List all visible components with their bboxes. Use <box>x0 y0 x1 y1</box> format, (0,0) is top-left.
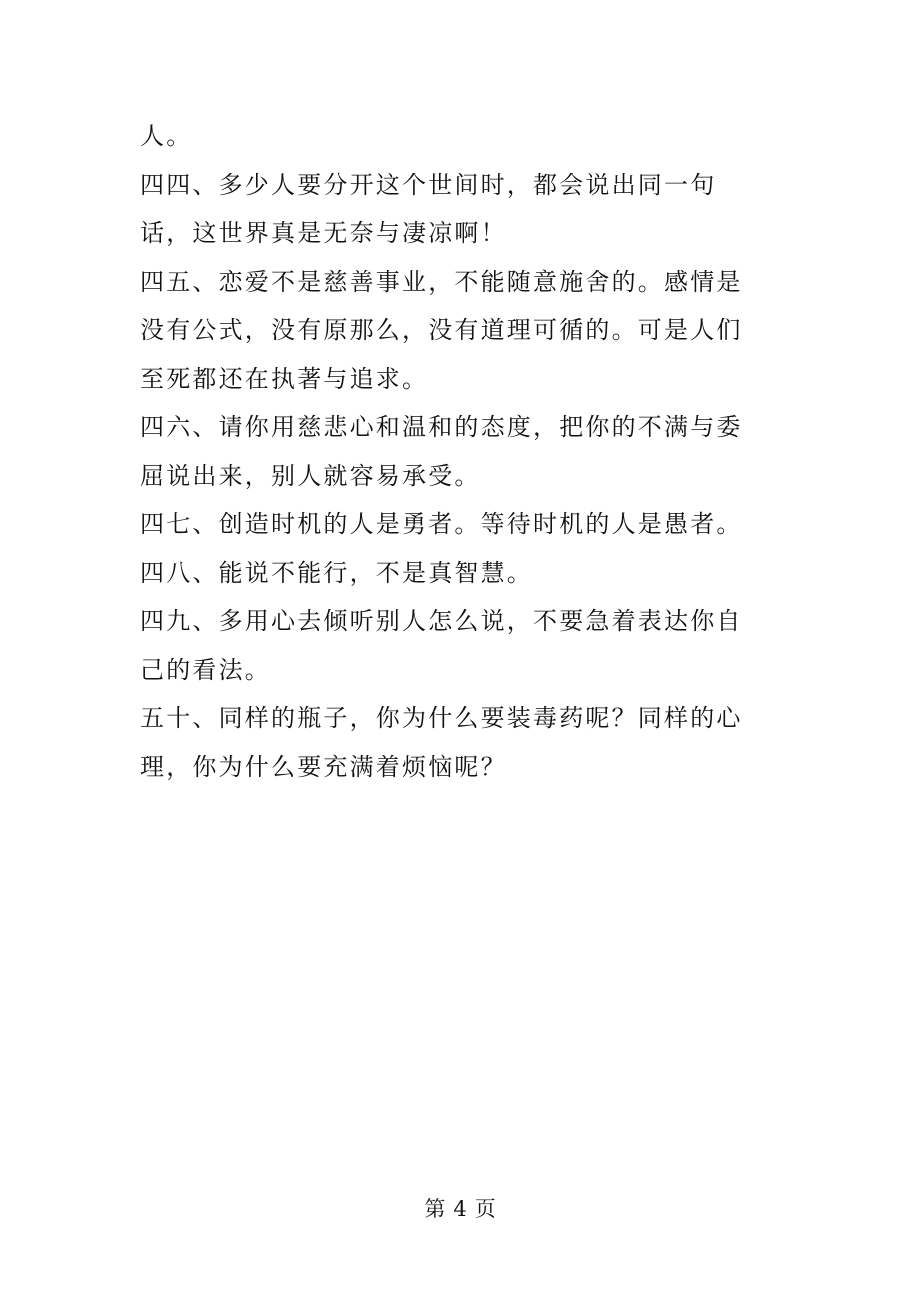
document-body <box>140 112 762 791</box>
page-label-suffix: 页 <box>474 1197 496 1221</box>
page-footer <box>0 1193 920 1225</box>
paragraph-49: 四九、多用心去倾听别人怎么说，不要急着表达你自己的看法。 <box>140 607 743 684</box>
paragraph-45: 四五、恋爱不是慈善事业，不能随意施舍的。感情是没有公式，没有原那么，没有道理可循的。可是人们至死都还在执著与追求。 <box>140 267 743 393</box>
paragraph-48: 四八、能说不能行，不是真智慧。 <box>140 558 533 587</box>
paragraph-47: 四七、创造时机的人是勇者。等待时机的人是愚者。 <box>140 510 743 538</box>
paragraph-44: 四四、多少人要分开这个世间时，都会说出同一句话，这世界真是无奈与凄凉啊！ <box>140 170 717 247</box>
page-number: 4 <box>453 1197 467 1221</box>
paragraph-46: 四六、请你用慈悲心和温和的态度，把你的不满与委屈说出来，别人就容易承受。 <box>140 413 743 490</box>
page-label-prefix: 第 <box>424 1197 446 1221</box>
paragraph-continuation: 人。 <box>140 122 193 150</box>
paragraph-50: 五十、同样的瓶子，你为什么要装毒药呢？同样的心理，你为什么要充满着烦恼呢？ <box>140 704 743 781</box>
